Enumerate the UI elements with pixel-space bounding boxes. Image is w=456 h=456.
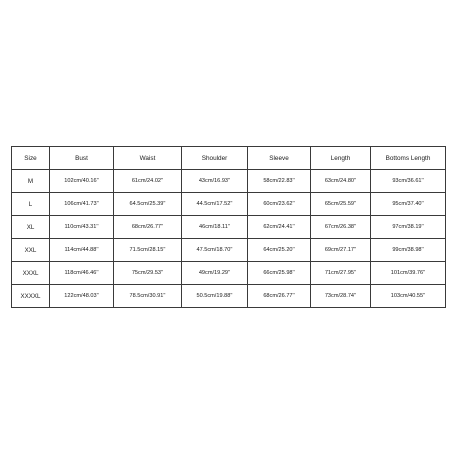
length-cell: 69cm/27.17'' [311, 239, 371, 262]
header-shoulder: Shoulder [182, 147, 248, 170]
table-row [12, 170, 446, 193]
bottoms-length-cell: 97cm/38.19'' [371, 216, 446, 239]
table-row [12, 193, 446, 216]
size-cell: L [12, 193, 50, 216]
length-cell: 73cm/28.74'' [311, 285, 371, 308]
sleeve-cell: 66cm/25.98'' [248, 262, 311, 285]
bottoms-length-cell: 99cm/38.98'' [371, 239, 446, 262]
header-bottoms-length: Bottoms Length [371, 147, 446, 170]
waist-cell: 68cm/26.77'' [114, 216, 182, 239]
sleeve-cell: 64cm/25.20'' [248, 239, 311, 262]
bust-cell: 122cm/48.03'' [50, 285, 114, 308]
table-row [12, 285, 446, 308]
size-cell: XL [12, 216, 50, 239]
bottoms-length-cell: 103cm/40.55'' [371, 285, 446, 308]
bust-cell: 118cm/46.46'' [50, 262, 114, 285]
bust-cell: 114cm/44.88'' [50, 239, 114, 262]
shoulder-cell: 50.5cm/19.88'' [182, 285, 248, 308]
waist-cell: 78.5cm/30.91'' [114, 285, 182, 308]
header-length: Length [311, 147, 371, 170]
size-chart-table [11, 146, 446, 308]
shoulder-cell: 49cm/19.29'' [182, 262, 248, 285]
size-cell: XXL [12, 239, 50, 262]
header-waist: Waist [114, 147, 182, 170]
shoulder-cell: 46cm/18.11'' [182, 216, 248, 239]
waist-cell: 71.5cm/28.15'' [114, 239, 182, 262]
header-bust: Bust [50, 147, 114, 170]
sleeve-cell: 60cm/23.62'' [248, 193, 311, 216]
table-row [12, 216, 446, 239]
size-cell: XXXXL [12, 285, 50, 308]
size-cell: M [12, 170, 50, 193]
header-row [12, 147, 446, 170]
waist-cell: 75cm/29.53'' [114, 262, 182, 285]
bust-cell: 102cm/40.16'' [50, 170, 114, 193]
sleeve-cell: 58cm/22.83'' [248, 170, 311, 193]
bottoms-length-cell: 95cm/37.40'' [371, 193, 446, 216]
table-row [12, 262, 446, 285]
bottoms-length-cell: 93cm/36.61'' [371, 170, 446, 193]
length-cell: 67cm/26.38'' [311, 216, 371, 239]
length-cell: 63cm/24.80'' [311, 170, 371, 193]
length-cell: 71cm/27.95'' [311, 262, 371, 285]
sleeve-cell: 68cm/26.77'' [248, 285, 311, 308]
table-row [12, 239, 446, 262]
bust-cell: 106cm/41.73'' [50, 193, 114, 216]
header-size: Size [12, 147, 50, 170]
shoulder-cell: 44.5cm/17.52'' [182, 193, 248, 216]
length-cell: 65cm/25.59'' [311, 193, 371, 216]
waist-cell: 64.5cm/25.39'' [114, 193, 182, 216]
sleeve-cell: 62cm/24.41'' [248, 216, 311, 239]
header-sleeve: Sleeve [248, 147, 311, 170]
bust-cell: 110cm/43.31'' [50, 216, 114, 239]
shoulder-cell: 47.5cm/18.70'' [182, 239, 248, 262]
size-cell: XXXL [12, 262, 50, 285]
shoulder-cell: 43cm/16.93'' [182, 170, 248, 193]
waist-cell: 61cm/24.02'' [114, 170, 182, 193]
bottoms-length-cell: 101cm/39.76'' [371, 262, 446, 285]
